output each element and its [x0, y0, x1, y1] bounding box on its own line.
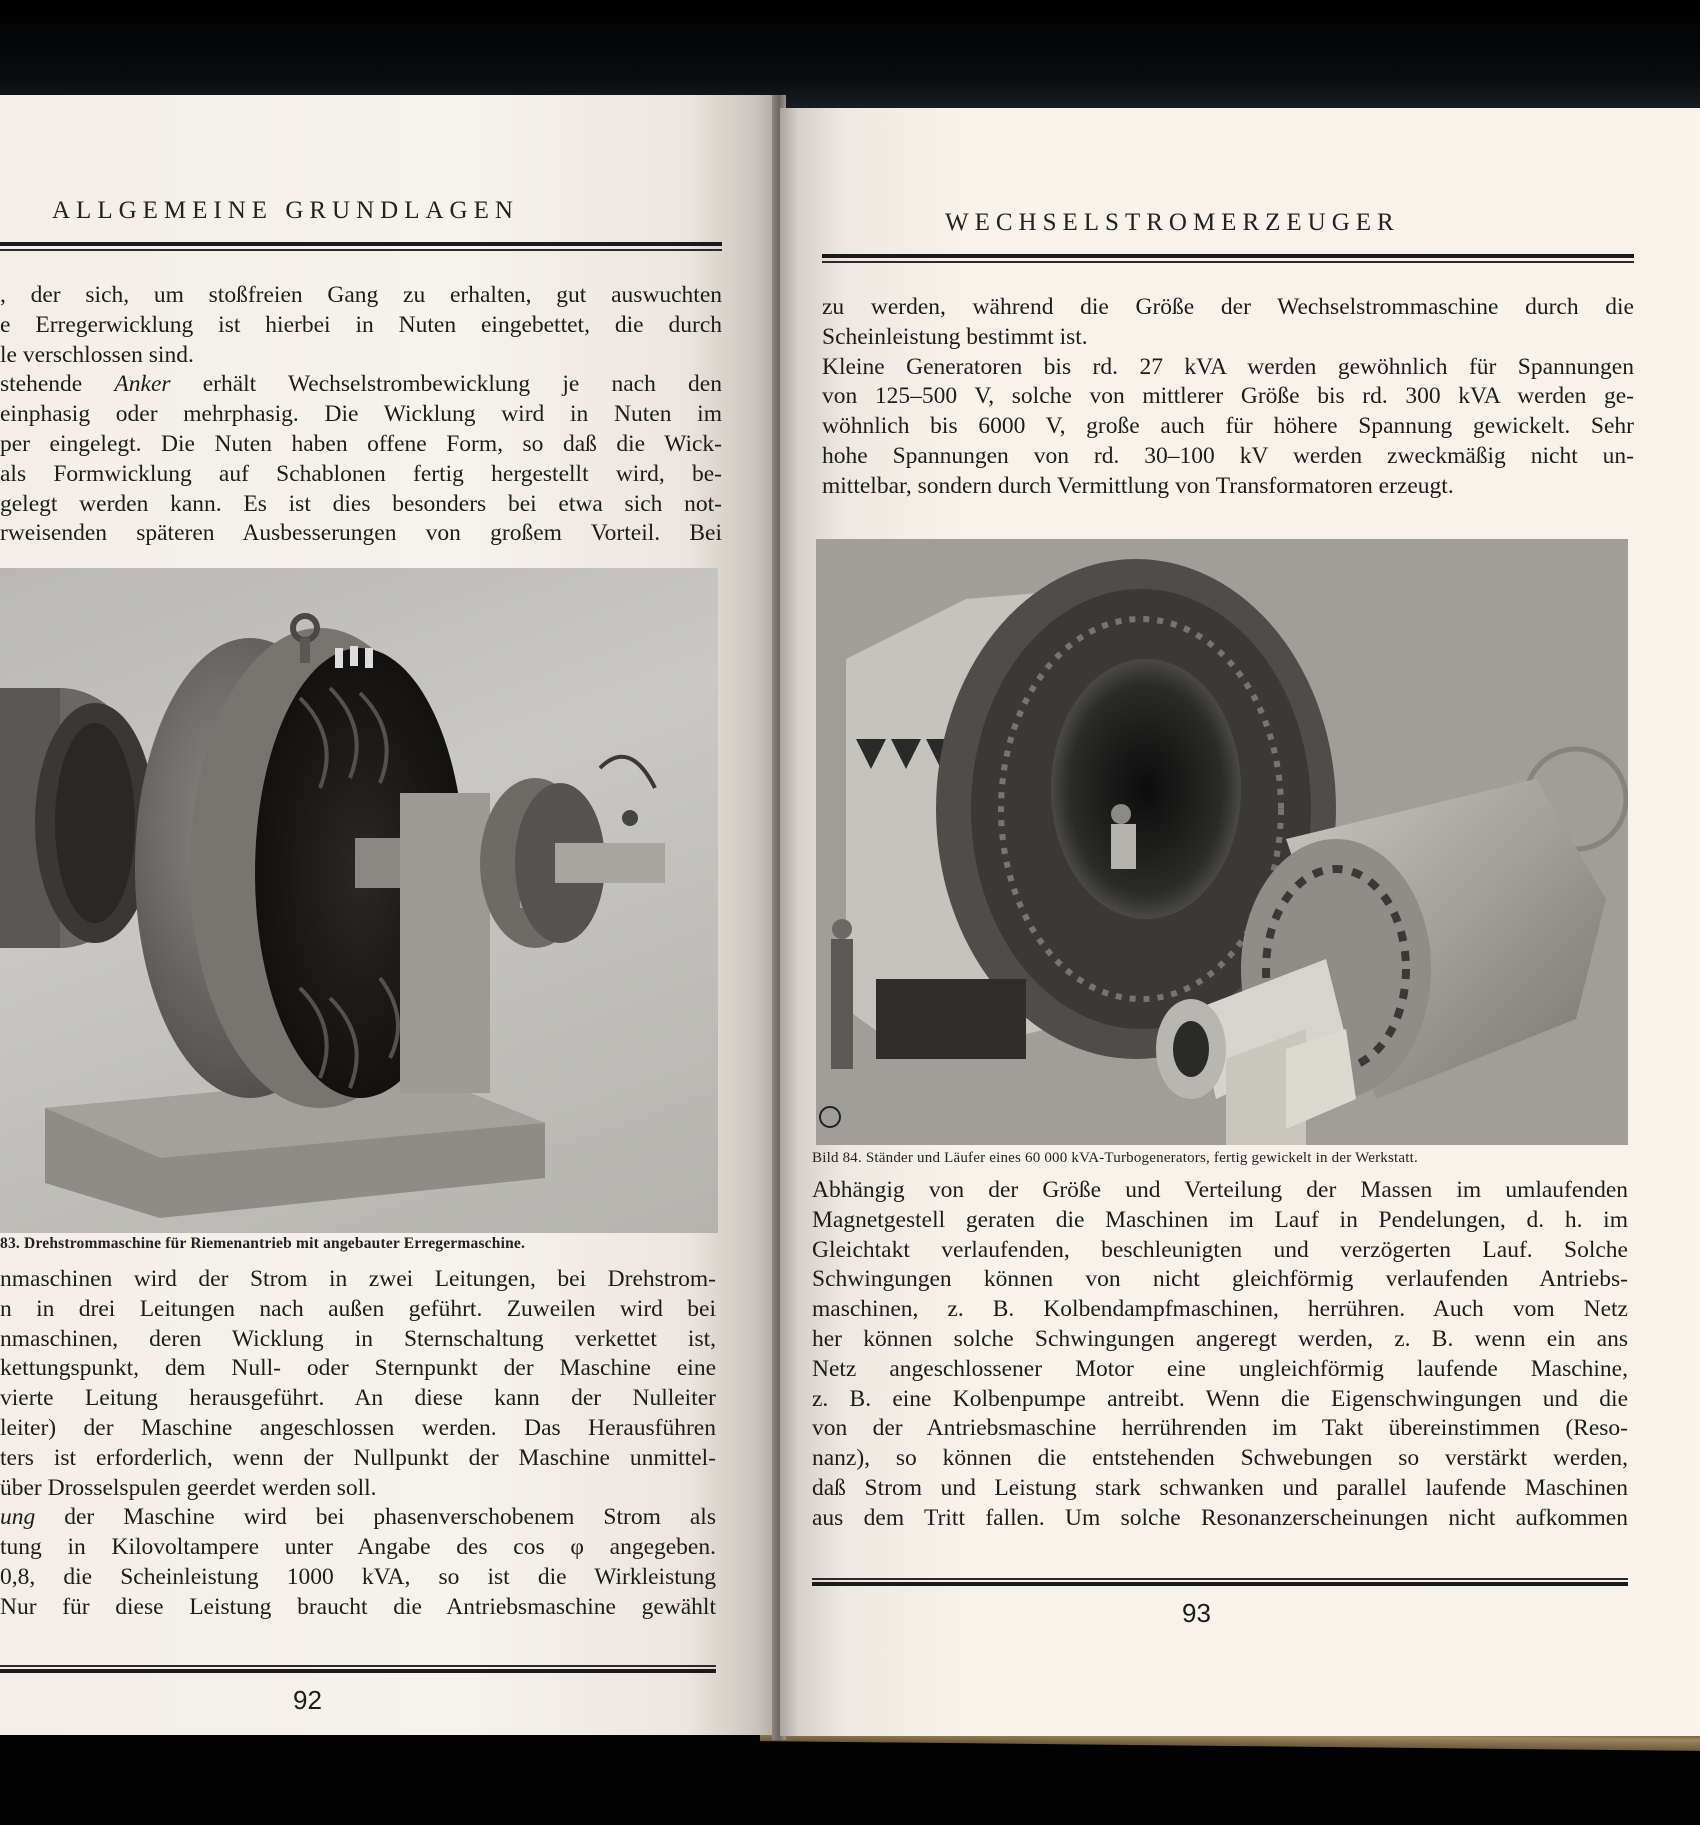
text-line: ung der Maschine wird bei phasenverschobenem Strom als [0, 1504, 716, 1531]
text-line: , der sich, um stoßfreien Gang zu erhalten, gut auswuchten [0, 282, 722, 308]
text-line: z. B. eine Kolbenpumpe antreibt. Wenn die Eigenschwingungen und die [812, 1385, 1628, 1412]
running-head-left: ALLGEMEINE GRUNDLAGEN [52, 197, 519, 224]
text-line: als Formwicklung auf Schablonen fertig hergestellt wird, be- [0, 460, 722, 487]
text-line: kettungspunkt, dem Null- oder Sternpunkt der Maschine eine [0, 1355, 716, 1382]
text-line: Schwingungen können von nicht gleichförmig verlaufenden Antriebs- [812, 1266, 1628, 1293]
text-line: nmaschinen wird der Strom in zwei Leitungen, bei Drehstrom- [0, 1266, 716, 1292]
text-line: hohe Spannungen von rd. 30–100 kV werden zweckmäßig nicht un- [822, 442, 1634, 469]
text-line: stehende Anker erhält Wechselstrombewicklung je nach den [0, 371, 722, 398]
text-line: nanz), so können die entstehenden Schwebungen so verstärkt werden, [812, 1445, 1628, 1472]
page-number-right: 93 [1182, 1598, 1211, 1628]
generator-machine-illustration [0, 568, 718, 1233]
text-line: ters ist erforderlich, wenn der Nullpunkt der Maschine unmittel- [0, 1444, 716, 1471]
text-line: Gleichtakt verlaufenden, beschleunigten und verzögerten Lauf. Solche [812, 1236, 1628, 1263]
text-line: von 125–500 V, solche von mittlerer Größe bis rd. 300 kVA werden ge- [822, 383, 1634, 410]
text-line: Magnetgestell geraten die Maschinen im Lauf in Pendelungen, d. h. im [812, 1206, 1628, 1233]
text-line: rweisenden späteren Ausbesserungen von großem Vorteil. Bei [0, 520, 722, 547]
text-line: über Drosselspulen geerdet werden soll. [0, 1474, 377, 1501]
text-line: le verschlossen sind. [0, 341, 194, 368]
left-text-bottom [0, 1265, 716, 1623]
right-text-bottom [812, 1176, 1628, 1534]
running-head-right: WECHSELSTROMERZEUGER [945, 209, 1400, 236]
text-line: maschinen, z. B. Kolbendampfmaschinen, herrühren. Auch vom Netz [812, 1296, 1628, 1323]
text-line: her können solche Schwingungen angeregt werden, z. B. wenn ein ans [812, 1325, 1628, 1352]
figure-83-photo [0, 568, 718, 1233]
text-line: nmaschinen, deren Wicklung in Sternschaltung verkettet ist, [0, 1325, 716, 1352]
text-line: 0,8, die Scheinleistung 1000 kVA, so ist die Wirkleistung [0, 1563, 716, 1590]
text-line: e Erregerwicklung ist hierbei in Nuten eingebettet, die durch [0, 311, 722, 338]
footer-rule-left [0, 1665, 716, 1675]
figure-83-caption: 83. Drehstrommaschine für Riemenantrieb mit angebauter Erregermaschine. [0, 1235, 526, 1252]
text-line: daß Strom und Leistung stark schwanken und parallel laufende Maschinen [812, 1474, 1628, 1501]
right-text-top [822, 293, 1634, 502]
text-line: gelegt werden kann. Es ist dies besonders bei etwa sich not- [0, 490, 722, 517]
right-page [780, 108, 1700, 1736]
scanner-background-bottom [0, 1735, 1700, 1825]
text-line: zu werden, während die Größe der Wechselstrommaschine durch die [822, 294, 1634, 320]
figure-84-photo [816, 539, 1628, 1145]
text-line: von der Antriebsmaschine herrührenden im Takt übereinstimmen (Reso- [812, 1415, 1628, 1442]
figure-84-caption: Bild 84. Ständer und Läufer eines 60 000 kVA-Turbogenerators, fertig gewickelt in der Werkstatt. [812, 1150, 1418, 1166]
left-page [0, 95, 780, 1735]
turbogenerator-illustration [816, 539, 1628, 1145]
text-line: mittelbar, sondern durch Vermittlung von Transformatoren erzeugt. [822, 472, 1454, 499]
text-line: vierte Leitung herausgeführt. An diese kann der Nulleiter [0, 1385, 716, 1412]
text-line: aus dem Tritt fallen. Um solche Resonanzerscheinungen nicht aufkommen [812, 1504, 1628, 1531]
text-line: Netz angeschlossener Motor eine ungleichförmig laufende Maschine, [812, 1355, 1628, 1382]
page-number-left: 92 [293, 1685, 322, 1715]
text-line: tung in Kilovoltampere unter Angabe des cos φ angegeben. [0, 1534, 716, 1561]
left-text-top [0, 281, 722, 549]
text-line: wöhnlich bis 6000 V, große auch für höhere Spannung gewickelt. Sehr [822, 413, 1634, 440]
header-rule-left [0, 242, 722, 252]
text-line: Scheinleistung bestimmt ist. [822, 323, 1088, 350]
text-line: n in drei Leitungen nach außen geführt. Zuweilen wird bei [0, 1295, 716, 1322]
footer-rule-right [812, 1578, 1628, 1588]
text-line: Kleine Generatoren bis rd. 27 kVA werden gewöhnlich für Spannungen [822, 353, 1634, 380]
text-line: einphasig oder mehrphasig. Die Wicklung wird in Nuten im [0, 401, 722, 428]
header-rule-right [822, 254, 1634, 264]
text-line: per eingelegt. Die Nuten haben offene Form, so daß die Wick- [0, 430, 722, 457]
text-line: Abhängig von der Größe und Verteilung der Massen im umlaufenden [812, 1177, 1628, 1203]
text-line: leiter) der Maschine angeschlossen werden. Das Herausführen [0, 1414, 716, 1441]
text-line: Nur für diese Leistung braucht die Antriebsmaschine gewählt [0, 1593, 716, 1620]
